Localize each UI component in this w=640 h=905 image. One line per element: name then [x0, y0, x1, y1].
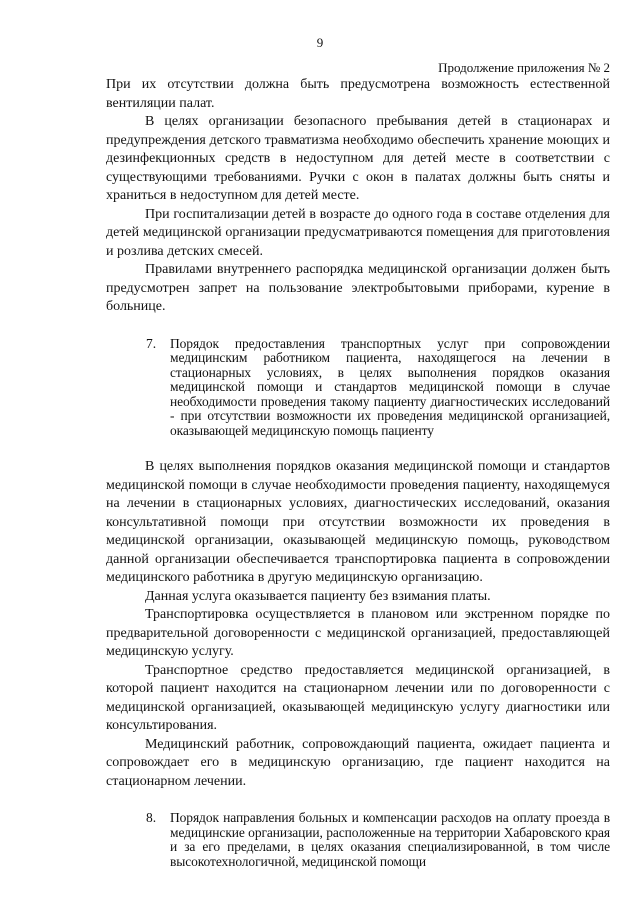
- document-body: [106, 76, 610, 869]
- section-title: Порядок направления больных и компенсации расходов на оплату проезда в медицинские организации, расположенные на территории Хабаровского края и за его пределами, в целях оказания специализированной, в том числе высокотехнологичной, медицинской помощи: [170, 810, 610, 869]
- paragraph: Медицинский работник, сопровождающий пациента, ожидает пациента и сопровождает его в медицинскую организацию, где пациент находится на стационарном лечении.: [106, 736, 610, 789]
- paragraph: Транспортное средство предоставляется медицинской организацией, в которой пациент находится на стационарном лечении или по договоренности с медицинской организацией, оказывающей медицинскую услугу диагностики или консультирования.: [106, 662, 610, 733]
- paragraph: Транспортировка осуществляется в плановом или экстренном порядке по предварительной договоренности с медицинской организацией, предоставляющей медицинскую услугу.: [106, 607, 610, 659]
- section-number: 7.: [146, 335, 157, 351]
- paragraph: Данная услуга оказывается пациенту без взимания платы.: [145, 588, 491, 604]
- section-number: 8.: [146, 810, 157, 825]
- appendix-continuation-note: Продолжение приложения № 2: [438, 60, 610, 75]
- paragraph: В целях выполнения порядков оказания медицинской помощи и стандартов медицинской помощи в случае необходимости проведения пациенту, находящемуся на лечении в стационарных условиях, диагностических исследований, оказания консультативной помощи при отсутствии возможности их проведения в медицинской организации, оказывающей медицинскую помощь, руководством данной организации обеспечивается транспортировка пациента в сопровождении медицинского работника в другую медицинскую организацию.: [106, 459, 610, 585]
- section-title: Порядок предоставления транспортных услуг при сопровождении медицинским работником пациента, находящегося на лечении в стационарных условиях, в целях выполнения порядков оказания медицинской помощи и стандартов медицинской помощи в случае необходимости проведения такому пациенту диагностических исследований - при отсутствии возможности их проведения медицинской организацией, оказывающей медицинскую помощь пациенту: [170, 335, 610, 438]
- section-heading-7: [146, 337, 610, 439]
- paragraph: Правилами внутреннего распорядка медицинской организации должен быть предусмотрен запрет на пользование электробытовыми приборами, курение в больнице.: [106, 262, 610, 314]
- section-heading-8: [146, 811, 610, 869]
- paragraph: В целях организации безопасного пребывания детей в стационарах и предупреждения детского травматизма необходимо обеспечить хранение моющих и дезинфекционных средств в недоступном для детей месте в соответствии с существующими требованиями. Ручки с окон в палатах должны быть сняты и храниться в недоступном для детей месте.: [106, 114, 610, 203]
- paragraph: При их отсутствии должна быть предусмотрена возможность естественной вентиляции палат.: [106, 77, 610, 111]
- paragraph: При госпитализации детей в возрасте до одного года в составе отделения для детей медицинской организации предусматриваются помещения для приготовления и розлива детских смесей.: [106, 206, 610, 259]
- page-number: 9: [316, 35, 324, 50]
